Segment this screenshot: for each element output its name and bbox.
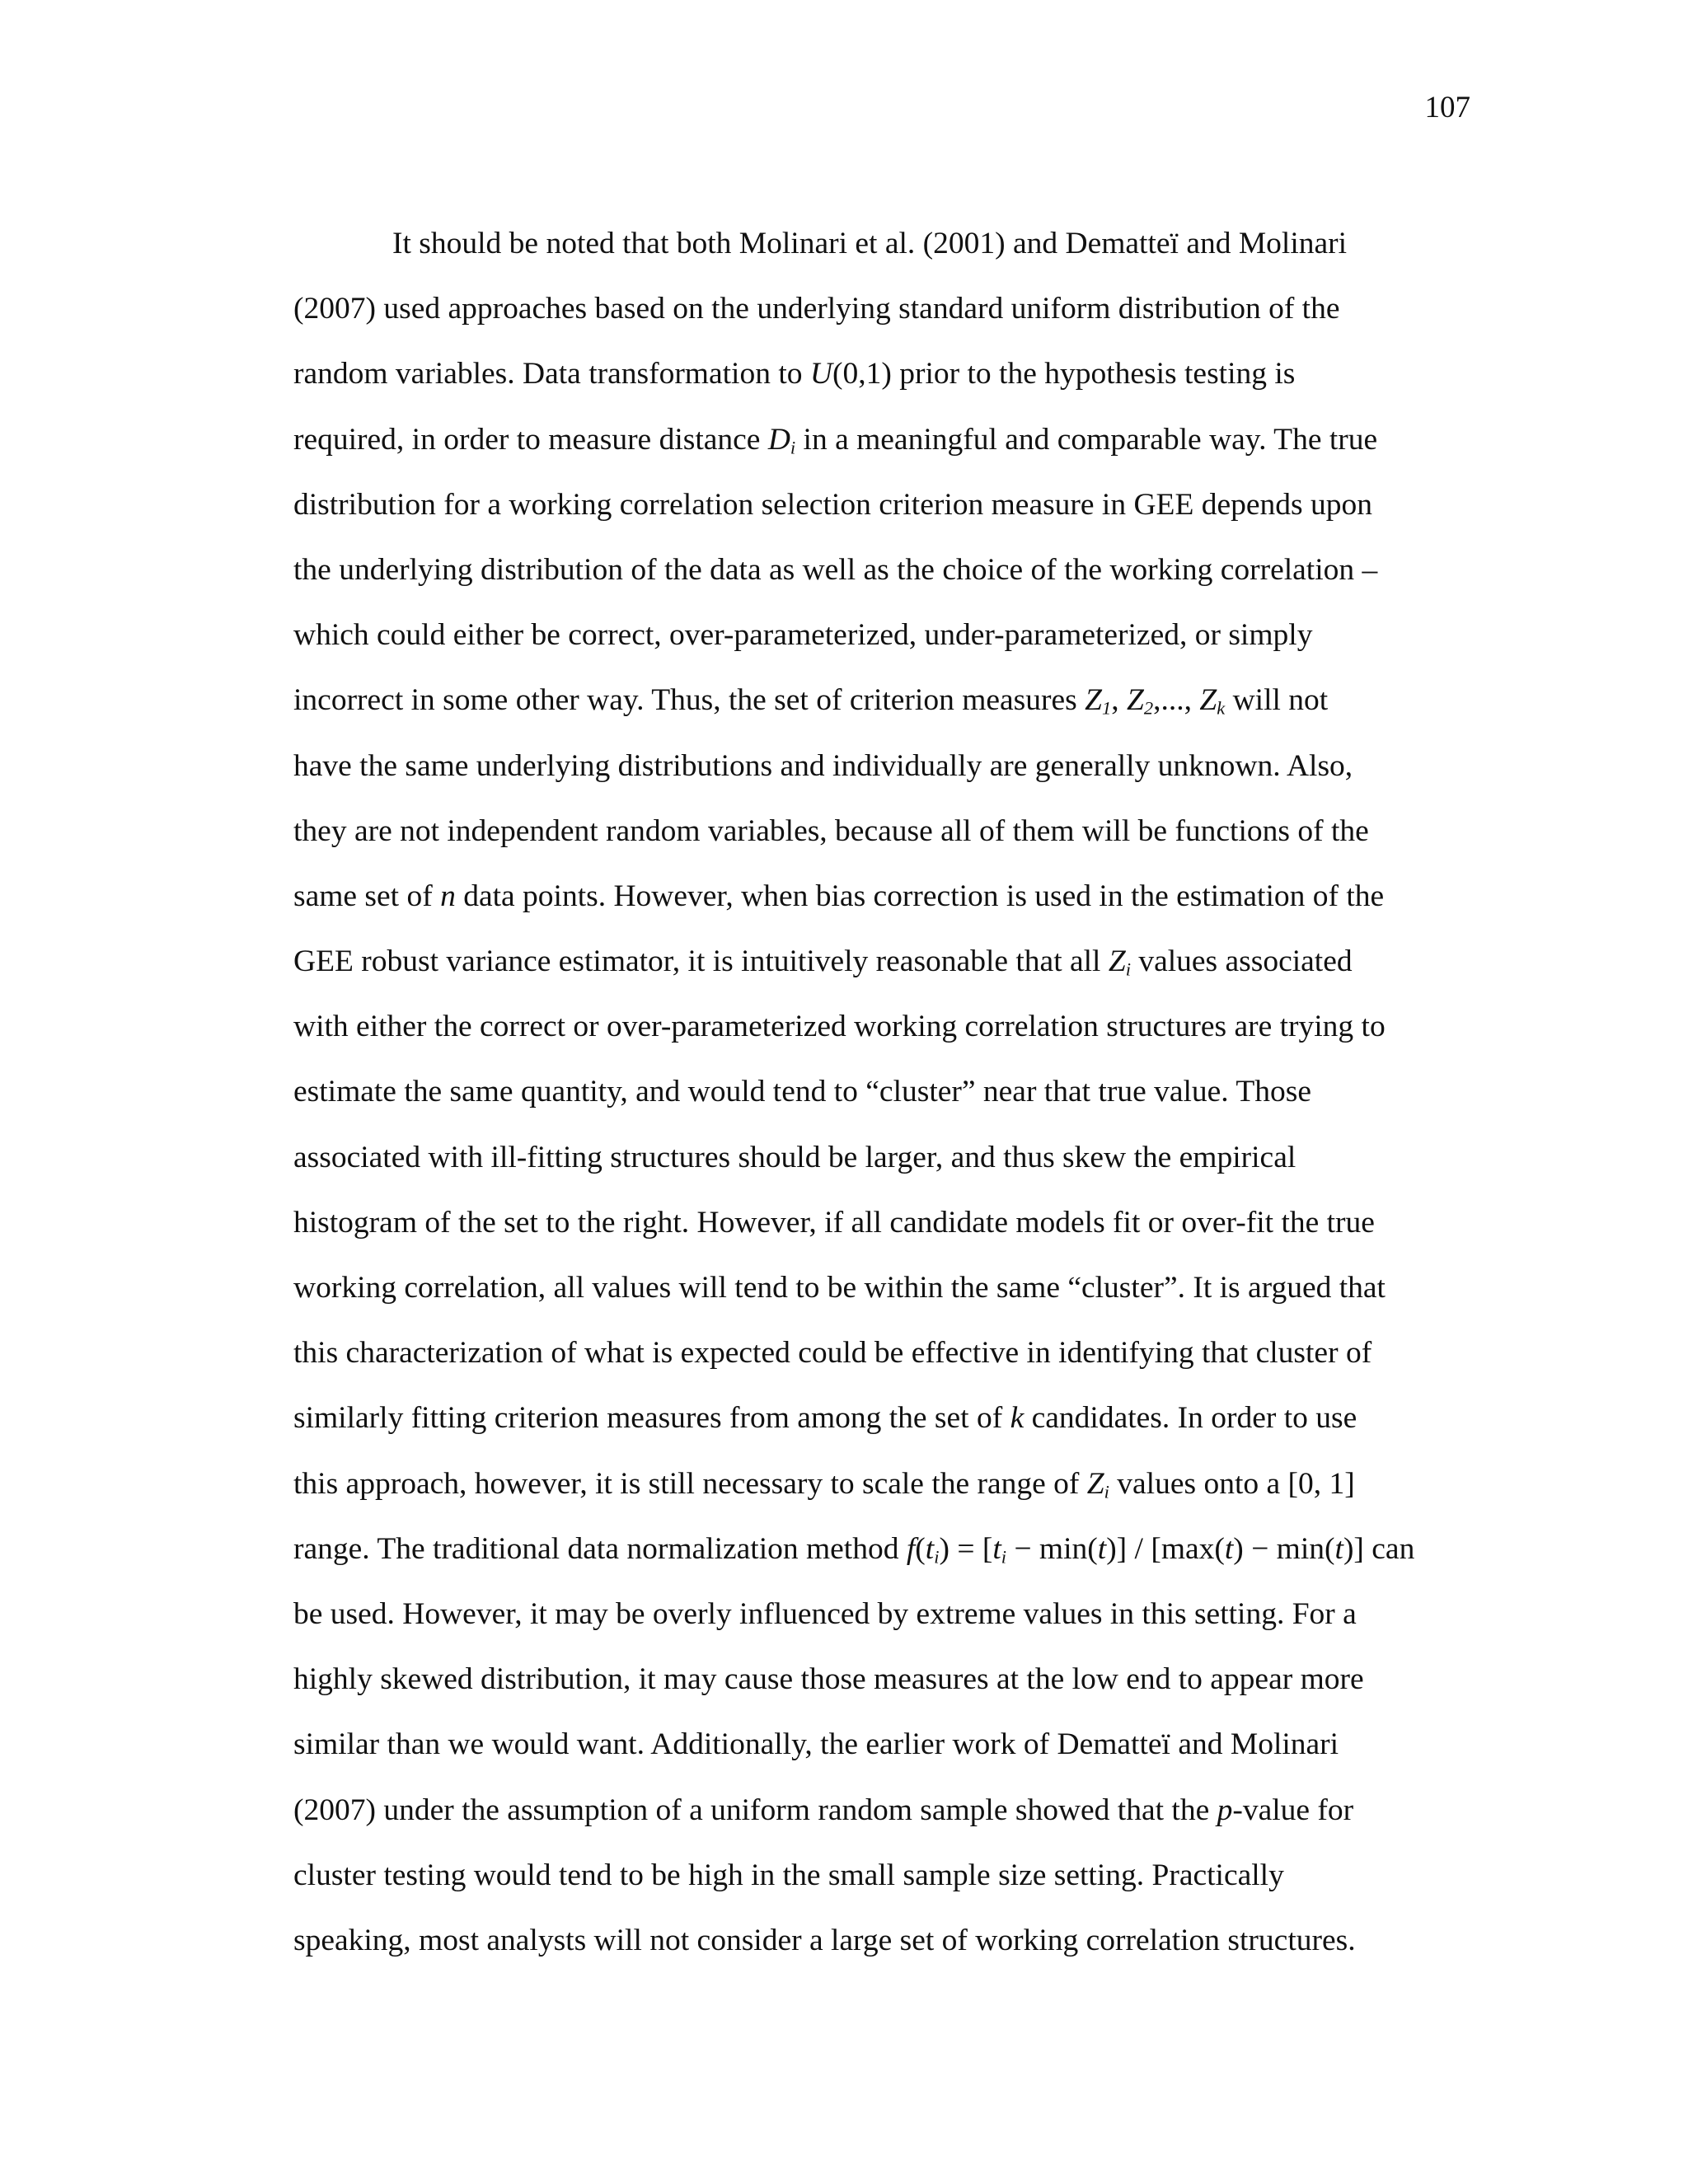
math-symbol: t xyxy=(992,1531,1001,1566)
text-line xyxy=(293,1255,1464,1320)
text-run: (0,1) prior to the hypothesis testing is xyxy=(832,357,1296,391)
math-symbol: t xyxy=(925,1531,935,1566)
text-line xyxy=(293,1125,1464,1190)
text-line xyxy=(293,668,1464,733)
text-run: )] / [max( xyxy=(1106,1531,1225,1566)
text-run: ) = [ xyxy=(939,1531,993,1566)
text-run: − min( xyxy=(1006,1531,1098,1566)
text-run: histogram of the set to the right. However, if all candidate models fit or over-fit the true xyxy=(293,1205,1375,1240)
text-run: which could either be correct, over-parameterized, under-parameterized, or simply xyxy=(293,618,1313,653)
text-line xyxy=(293,537,1464,602)
math-subscript: i xyxy=(790,437,796,458)
text-line xyxy=(293,1385,1464,1451)
text-run: highly skewed distribution, it may cause those measures at the low end to appear more xyxy=(293,1662,1364,1697)
text-run: range. The traditional data normalization method xyxy=(293,1531,907,1566)
text-line xyxy=(293,1647,1464,1712)
text-run: candidates. In order to use xyxy=(1024,1401,1357,1436)
text-run: the underlying distribution of the data as well as the choice of the working correlation – xyxy=(293,552,1378,587)
math-symbol: t xyxy=(1224,1531,1234,1566)
text-run: ) − min( xyxy=(1233,1531,1335,1566)
text-run: same set of xyxy=(293,879,441,913)
text-run: will not xyxy=(1225,683,1329,718)
text-line xyxy=(293,929,1464,994)
body-paragraph xyxy=(293,211,1464,1973)
text-run: ( xyxy=(915,1531,926,1566)
text-run: similar than we would want. Additionally, the earlier work of Dematteï and Molinari xyxy=(293,1727,1339,1762)
math-symbol: D xyxy=(767,422,790,457)
text-run: ,..., xyxy=(1153,683,1200,718)
text-run: with either the correct or over-parameterized working correlation structures are trying to xyxy=(293,1010,1386,1044)
math-subscript: 2 xyxy=(1143,697,1154,719)
text-run: similarly fitting criterion measures from among the set of xyxy=(293,1401,1010,1436)
text-line xyxy=(293,1451,1464,1516)
text-line xyxy=(293,341,1464,406)
math-symbol: t xyxy=(1097,1531,1107,1566)
math-symbol: n xyxy=(440,879,456,913)
text-run: random variables. Data transformation to xyxy=(293,357,810,391)
text-line xyxy=(293,602,1464,668)
text-run: incorrect in some other way. Thus, the set of criterion measures xyxy=(293,683,1085,718)
math-symbol: Z xyxy=(1085,683,1102,718)
text-run: they are not independent random variables, because all of them will be functions of the xyxy=(293,813,1369,848)
math-subscript: i xyxy=(1104,1481,1109,1502)
text-line xyxy=(293,864,1464,929)
text-run: GEE robust variance estimator, it is intuitively reasonable that all xyxy=(293,944,1109,979)
math-subscript: k xyxy=(1217,697,1226,719)
math-symbol: U xyxy=(809,357,832,391)
text-run: this approach, however, it is still necessary to scale the range of xyxy=(293,1466,1087,1501)
text-run: cluster testing would tend to be high in the small sample size setting. Practically xyxy=(293,1858,1284,1892)
math-symbol: p xyxy=(1217,1793,1233,1827)
text-line xyxy=(293,1516,1464,1582)
text-line xyxy=(293,1908,1464,1973)
text-line xyxy=(293,994,1464,1059)
text-run: , xyxy=(1111,683,1127,718)
math-symbol: Z xyxy=(1126,683,1144,718)
math-symbol: f xyxy=(906,1531,916,1566)
text-run: required, in order to measure distance xyxy=(293,422,768,457)
math-symbol: Z xyxy=(1199,683,1217,718)
text-line xyxy=(293,1320,1464,1385)
text-line xyxy=(293,799,1464,864)
text-line xyxy=(293,407,1464,472)
text-run: -value for xyxy=(1232,1793,1354,1827)
text-run: this characterization of what is expected could be effective in identifying that cluster of xyxy=(293,1336,1372,1371)
math-symbol: Z xyxy=(1108,944,1126,979)
math-subscript: i xyxy=(934,1546,940,1568)
text-line xyxy=(293,276,1464,341)
text-run: (2007) under the assumption of a uniform random sample showed that the xyxy=(293,1793,1217,1827)
text-run: distribution for a working correlation selection criterion measure in GEE depends upon xyxy=(293,487,1373,522)
math-subscript: i xyxy=(1125,958,1131,980)
text-run: have the same underlying distributions and individually are generally unknown. Also, xyxy=(293,748,1353,783)
math-subscript: 1 xyxy=(1101,697,1112,719)
math-symbol: Z xyxy=(1086,1466,1104,1501)
text-line xyxy=(293,733,1464,799)
text-run: in a meaningful and comparable way. The true xyxy=(795,422,1378,457)
text-run: associated with ill-fitting structures should be larger, and thus skew the empirical xyxy=(293,1140,1296,1174)
text-run: It should be noted that both Molinari et al. (2001) and Dematteï and Molinari xyxy=(392,227,1348,260)
text-run: values associated xyxy=(1130,944,1353,979)
text-line xyxy=(293,211,1464,276)
text-run: )] can xyxy=(1343,1531,1415,1566)
text-line xyxy=(293,472,1464,537)
text-line xyxy=(293,1190,1464,1255)
text-run: data points. However, when bias correction is used in the estimation of the xyxy=(455,879,1385,913)
math-symbol: t xyxy=(1334,1531,1343,1566)
text-run: estimate the same quantity, and would tend to “cluster” near that true value. Those xyxy=(293,1075,1312,1109)
page-number: 107 xyxy=(1424,91,1470,124)
text-line xyxy=(293,1582,1464,1647)
text-run: (2007) used approaches based on the underlying standard uniform distribution of the xyxy=(293,292,1340,326)
text-line xyxy=(293,1059,1464,1124)
text-line xyxy=(293,1843,1464,1908)
text-run: speaking, most analysts will not consider a large set of working correlation structures. xyxy=(293,1923,1356,1957)
text-line xyxy=(293,1712,1464,1777)
text-line xyxy=(293,1778,1464,1843)
text-run: values onto a [0, 1] xyxy=(1109,1466,1355,1501)
math-subscript: i xyxy=(1001,1546,1007,1568)
text-run: working correlation, all values will tend to be within the same “cluster”. It is argued that xyxy=(293,1271,1386,1305)
math-symbol: k xyxy=(1010,1401,1025,1436)
text-run: be used. However, it may be overly influenced by extreme values in this setting. For a xyxy=(293,1596,1357,1631)
